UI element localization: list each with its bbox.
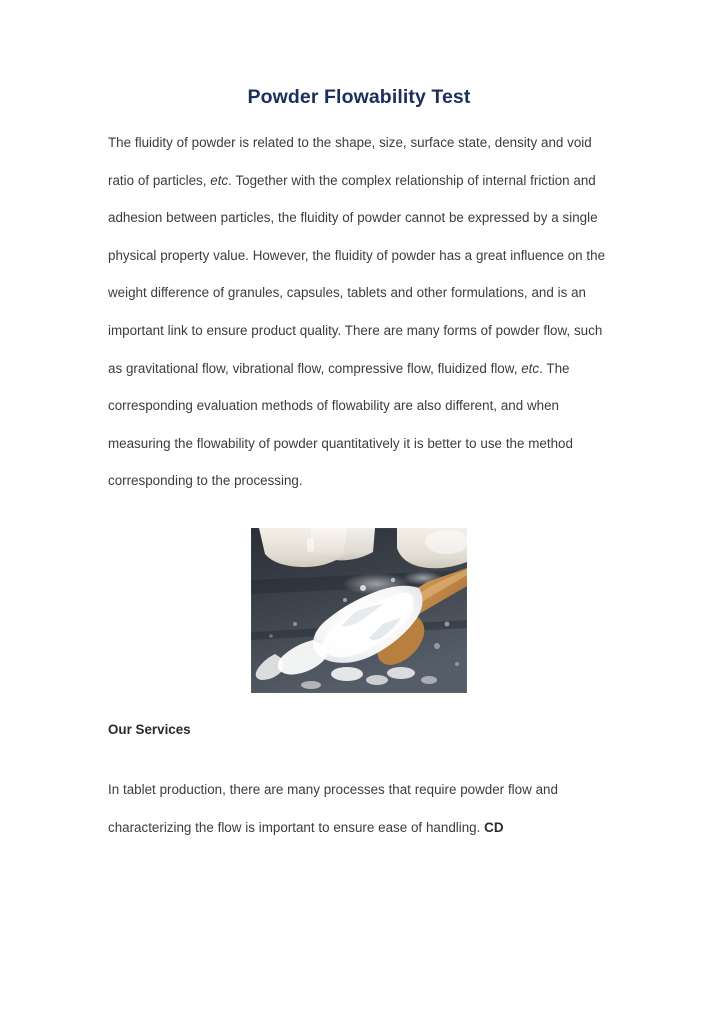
intro-italic-etc-2: etc — [521, 360, 540, 376]
powder-photo — [251, 528, 467, 693]
intro-paragraph — [108, 124, 610, 500]
spacer-after-services — [108, 741, 610, 771]
page-title: Powder Flowability Test — [247, 86, 471, 108]
spacer-before-services — [108, 693, 610, 719]
intro-text-part-2: . Together with the complex relationship of internal friction and adhesion between particles, the fluidity of powder cannot be expressed by a single physical property value. However, the fluidity of powder has a great influence on the weight difference of granules, capsules, tablets and other formulations, and is an important link to ensure product quality. There are many forms of powder flow, such as gravitational flow, vibrational flow, compressive flow, fluidized flow, — [108, 172, 606, 376]
powder-photo-illustration — [251, 528, 467, 693]
intro-text-part-1: The fluidity of powder is related to the shape, size, surface state, density and void ratio of particles, — [108, 135, 592, 188]
document-content — [108, 84, 610, 846]
figure-container — [108, 528, 610, 693]
services-text-bold-cd: CD — [484, 819, 504, 835]
services-paragraph — [108, 771, 610, 846]
services-text: In tablet production, there are many processes that require powder flow and characterizing the flow is important to ensure ease of handling. — [108, 781, 558, 835]
section-heading-our-services: Our Services — [108, 721, 191, 737]
intro-italic-etc-1: etc — [210, 172, 229, 188]
intro-text-part-3: . The corresponding evaluation methods of flowability are also different, and when measuring the flowability of powder quantitatively it is better to use the method corresponding to the processing. — [108, 360, 573, 489]
